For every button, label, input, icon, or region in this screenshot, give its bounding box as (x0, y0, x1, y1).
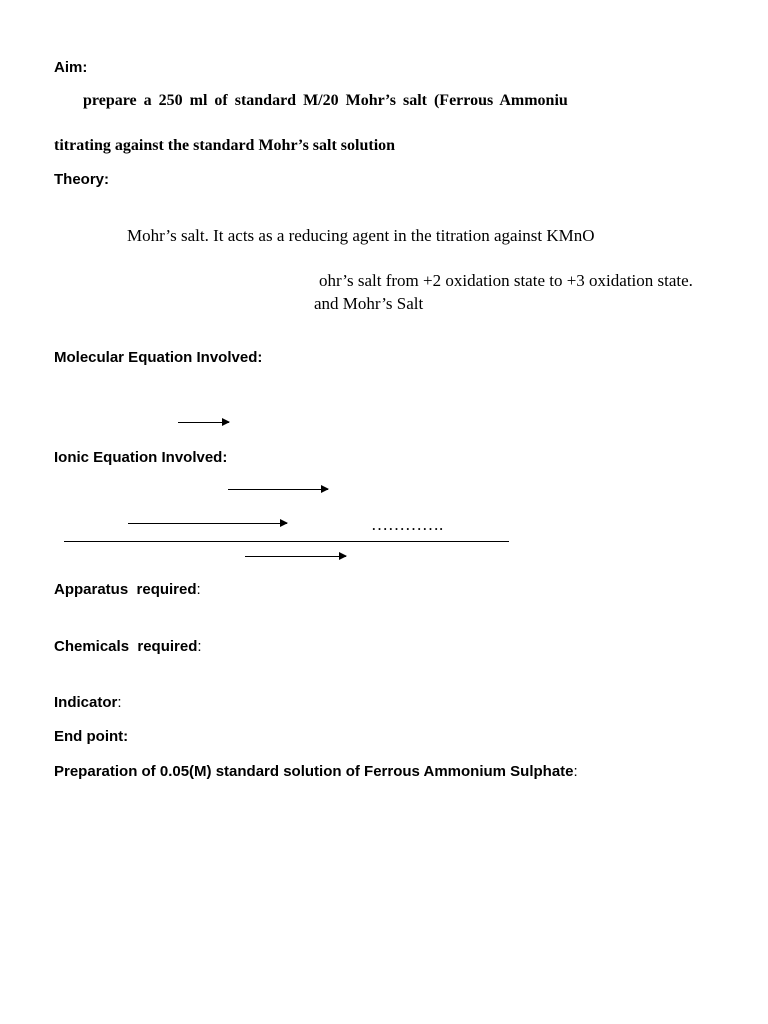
indicator-heading (54, 694, 122, 712)
chemicals-heading-text: Chemicals required (54, 638, 198, 655)
apparatus-heading-text: Apparatus required (54, 581, 197, 598)
apparatus-heading-colon: : (196, 581, 201, 598)
molecular-equation-heading: Molecular Equation Involved: (54, 349, 263, 366)
preparation-heading-colon: : (573, 763, 578, 780)
ionic-equation-dots: …………. (371, 515, 444, 534)
chemicals-heading-colon: : (197, 638, 202, 655)
theory-heading: Theory: (54, 171, 110, 188)
apparatus-heading (54, 581, 201, 599)
ionic-equation-heading: Ionic Equation Involved: (54, 449, 228, 466)
ionic-reaction-arrow-2-icon (128, 523, 287, 524)
preparation-heading (54, 763, 578, 781)
aim-heading: Aim: (54, 59, 88, 76)
theory-line-1: Mohr’s salt. It acts as a reducing agent in the titration against KMnO (127, 226, 595, 245)
net-reaction-arrow-icon (245, 556, 346, 557)
chemicals-heading (54, 638, 202, 656)
indicator-heading-colon: : (117, 694, 122, 711)
preparation-heading-text: Preparation of 0.05(M) standard solution of Ferrous Ammonium Sulphate (54, 763, 574, 780)
end-point-heading: End point: (54, 728, 129, 745)
aim-line-2: titrating against the standard Mohr’s salt solution (54, 137, 396, 154)
ionic-reaction-arrow-1-icon (228, 489, 328, 490)
equation-sum-rule (64, 541, 509, 542)
aim-line-1: prepare a 250 ml of standard M/20 Mohr’s salt (Ferrous Ammoniu (83, 92, 568, 109)
molecular-reaction-arrow-icon (178, 422, 229, 423)
theory-line-3: and Mohr’s Salt (314, 294, 424, 313)
indicator-heading-text: Indicator (54, 694, 118, 711)
theory-line-2: ohr’s salt from +2 oxidation state to +3 oxidation state. (319, 271, 693, 290)
